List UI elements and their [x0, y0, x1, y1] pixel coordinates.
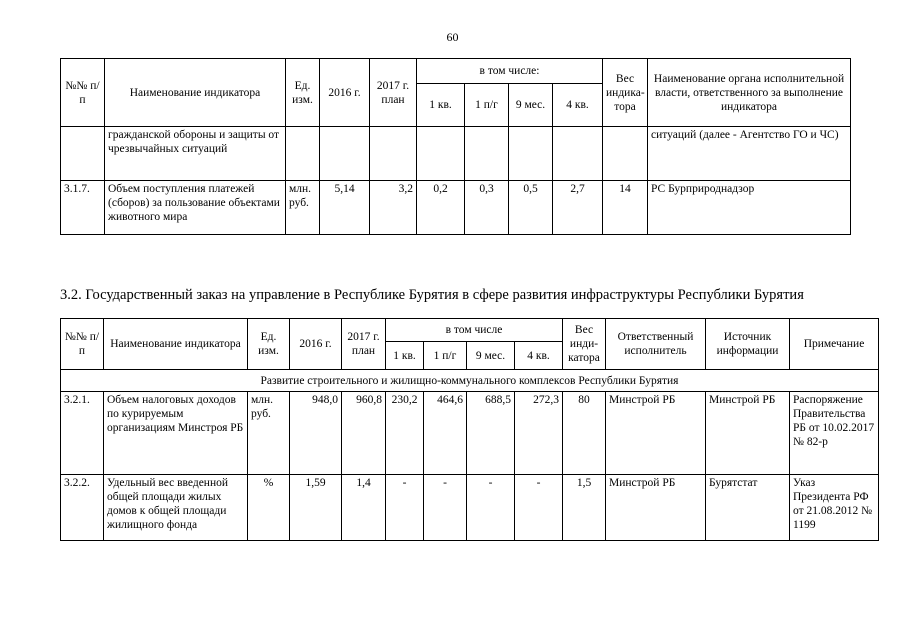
cell-unit: млн. руб. [286, 181, 320, 235]
cell-num [61, 127, 105, 181]
cell-h1: 464,6 [424, 392, 467, 475]
cell-responsible: Минстрой РБ [606, 392, 706, 475]
cell-weight: 14 [603, 181, 648, 235]
cell-weight [603, 127, 648, 181]
cell-org: ситуаций (далее - Агентство ГО и ЧС) [648, 127, 851, 181]
cell-weight: 1,5 [563, 475, 606, 541]
header-note: Примечание [790, 319, 879, 370]
cell-2016 [320, 127, 370, 181]
header-responsible: Ответственный исполнитель [606, 319, 706, 370]
cell-q1: 0,2 [417, 181, 465, 235]
cell-source: Бурятстат [706, 475, 790, 541]
cell-2017: 1,4 [342, 475, 386, 541]
cell-source: Минстрой РБ [706, 392, 790, 475]
header-including: в том числе [386, 319, 563, 342]
cell-h1 [465, 127, 509, 181]
page-number: 60 [446, 30, 459, 44]
cell-num: 3.1.7. [61, 181, 105, 235]
header-2016: 2016 г. [290, 319, 342, 370]
cell-h1: - [424, 475, 467, 541]
cell-name: гражданской обороны и защиты от чрезвычайных ситуаций [105, 127, 286, 181]
cell-num: 3.2.1. [61, 392, 104, 475]
cell-9m: 688,5 [467, 392, 515, 475]
header-h1: 1 п/г [424, 342, 467, 370]
header-q4: 4 кв. [553, 84, 603, 127]
header-9m: 9 мес. [509, 84, 553, 127]
cell-q4 [553, 127, 603, 181]
header-num: №№ п/п [61, 59, 105, 127]
cell-note: Указ Президента РФ от 21.08.2012 № 1199 [790, 475, 879, 541]
cell-name: Объем налоговых доходов по курируемым организациям Минстроя РБ [104, 392, 248, 475]
cell-weight: 80 [563, 392, 606, 475]
cell-name: Объем поступления платежей (сборов) за пользование объектами животного мира [105, 181, 286, 235]
cell-q1: - [386, 475, 424, 541]
header-q4: 4 кв. [515, 342, 563, 370]
cell-9m: - [467, 475, 515, 541]
header-9m: 9 мес. [467, 342, 515, 370]
cell-num: 3.2.2. [61, 475, 104, 541]
header-name: Наименование индикатора [105, 59, 286, 127]
cell-q4: 2,7 [553, 181, 603, 235]
cell-2017: 960,8 [342, 392, 386, 475]
cell-name: Удельный вес введенной общей площади жилых домов к общей площади жилищного фонда [104, 475, 248, 541]
cell-h1: 0,3 [465, 181, 509, 235]
cell-q1 [417, 127, 465, 181]
cell-unit [286, 127, 320, 181]
header-unit: Ед. изм. [248, 319, 290, 370]
header-h1: 1 п/г [465, 84, 509, 127]
infrastructure-indicators-table [60, 318, 879, 541]
group-heading: Развитие строительного и жилищно-коммунального комплексов Республики Бурятия [61, 370, 879, 392]
header-num: №№ п/п [61, 319, 104, 370]
cell-9m: 0,5 [509, 181, 553, 235]
header-q1: 1 кв. [417, 84, 465, 127]
section-title: 3.2. Государственный заказ на управление в Республике Бурятия в сфере развития инфраструктуры Республики Бурятия [60, 287, 804, 303]
cell-unit: млн. руб. [248, 392, 290, 475]
cell-2016: 948,0 [290, 392, 342, 475]
header-2017: 2017 г. план [342, 319, 386, 370]
header-q1: 1 кв. [386, 342, 424, 370]
header-org: Наименование органа исполнительной власти, ответственного за выполнение индикатора [648, 59, 851, 127]
header-2017: 2017 г. план [370, 59, 417, 127]
indicators-table-continued [60, 58, 851, 235]
table-row [61, 127, 851, 181]
cell-responsible: Минстрой РБ [606, 475, 706, 541]
table-row [61, 181, 851, 235]
cell-2016: 5,14 [320, 181, 370, 235]
cell-q4: 272,3 [515, 392, 563, 475]
cell-2017 [370, 127, 417, 181]
header-including: в том числе: [417, 59, 603, 84]
table-row [61, 392, 879, 475]
cell-q1: 230,2 [386, 392, 424, 475]
table-row [61, 475, 879, 541]
header-name: Наименование индикатора [104, 319, 248, 370]
header-weight: Вес индика-тора [603, 59, 648, 127]
header-unit: Ед. изм. [286, 59, 320, 127]
cell-2016: 1,59 [290, 475, 342, 541]
cell-note: Распоряжение Правительства РБ от 10.02.2017 № 82-р [790, 392, 879, 475]
cell-unit: % [248, 475, 290, 541]
cell-9m [509, 127, 553, 181]
header-2016: 2016 г. [320, 59, 370, 127]
header-weight: Вес инди-катора [563, 319, 606, 370]
cell-org: РС Бурприроднадзор [648, 181, 851, 235]
header-source: Источник информации [706, 319, 790, 370]
cell-2017: 3,2 [370, 181, 417, 235]
cell-q4: - [515, 475, 563, 541]
